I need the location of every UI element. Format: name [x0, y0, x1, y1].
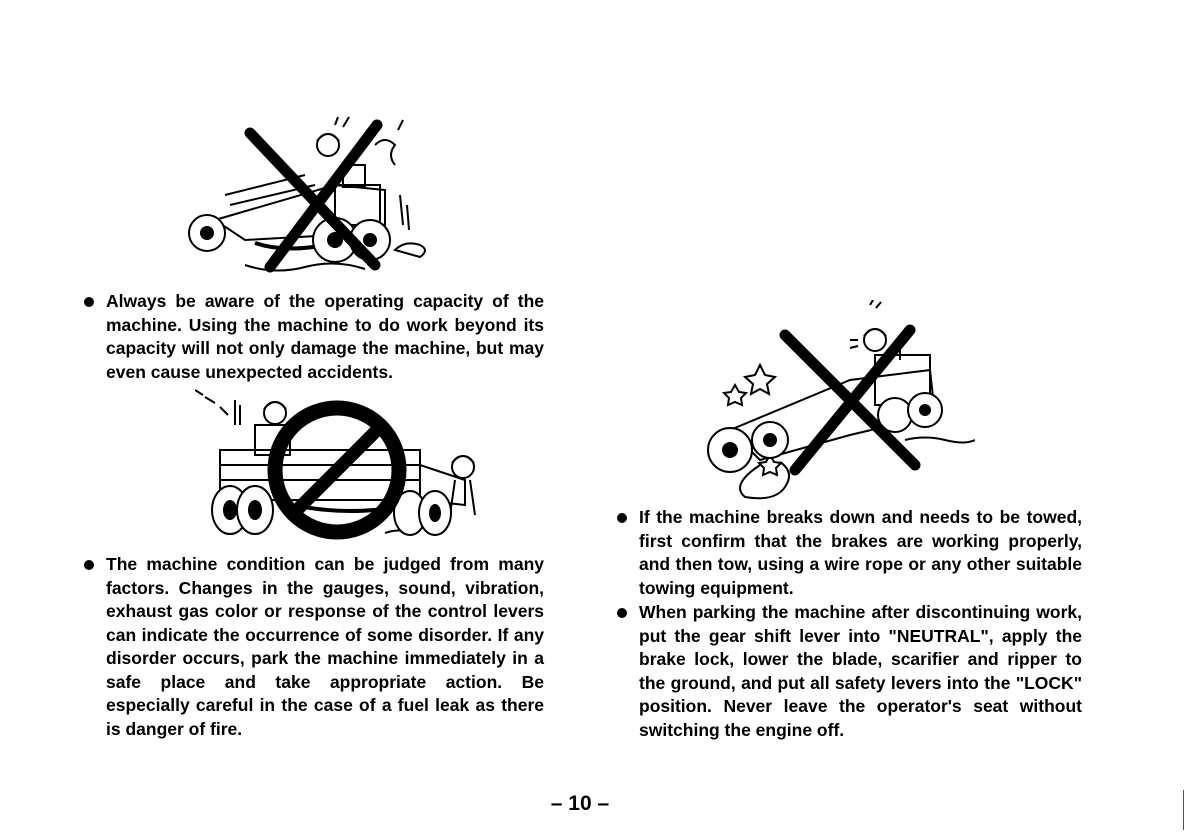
- grader-inspection-prohibited-icon: [195, 385, 495, 555]
- bullet-dot: [617, 513, 627, 523]
- towing-grader-prohibited-icon: [700, 300, 975, 500]
- bullet-towing: [639, 506, 1082, 600]
- bullet-text: If the machine breaks down and needs to be towed, first confirm that the brakes are working properly, and then tow, using a wire rope or any other suitable towing equipment.: [639, 507, 1082, 598]
- overloaded-grader-prohibited-icon: [185, 115, 445, 285]
- bullet-machine-condition: [106, 553, 544, 741]
- page-number: – 10 –: [550, 792, 610, 815]
- bullet-text: The machine condition can be judged from many factors. Changes in the gauges, sound, vibration, exhaust gas color or response of the control levers can indicate the occurrence of some disorder. If any disorder occurs, park the machine immediately in a safe place and take appropriate action. Be especially careful in the case of a fuel leak as there is danger of fire.: [106, 554, 544, 739]
- bullet-operating-capacity: [106, 290, 544, 384]
- bullet-text: Always be aware of the operating capacity of the machine. Using the machine to do work beyond its capacity will not only damage the machine, but may even cause unexpected accidents.: [106, 291, 544, 382]
- bullet-dot: [617, 608, 627, 618]
- bullet-text: When parking the machine after discontinuing work, put the gear shift lever into "NEUTRAL", apply the brake lock, lower the blade, scarifier and ripper to the ground, and put all safety levers into the "LOCK" position. Never leave the operator's seat without switching the engine off.: [639, 602, 1082, 740]
- bullet-dot: [84, 297, 94, 307]
- bullet-parking: [639, 601, 1082, 742]
- scan-edge-line: [1183, 790, 1184, 830]
- bullet-dot: [84, 560, 94, 570]
